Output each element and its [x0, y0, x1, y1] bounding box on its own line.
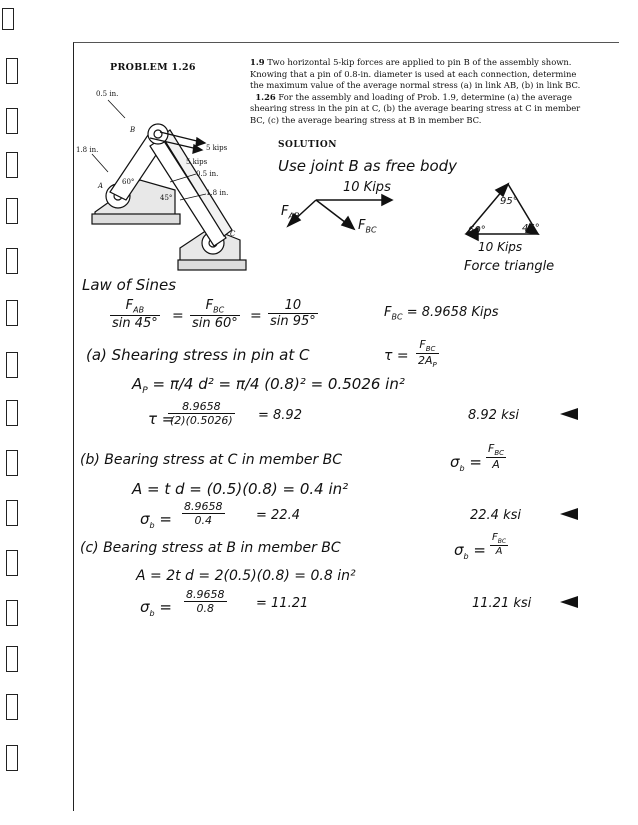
part-a-tau-num-symbol: F	[419, 338, 426, 351]
part-b-sigma-num	[486, 442, 506, 457]
point-c-label: C	[230, 230, 236, 238]
part-b-calc-den: 0.4	[182, 513, 225, 527]
los-den-3: sin 95°	[270, 314, 316, 329]
fab-label	[281, 204, 299, 221]
part-a-tau-den-symbol: 2A	[418, 354, 433, 368]
los-den-1: sin 45°	[112, 315, 158, 331]
part-a-calc-num: 8.9658	[182, 400, 221, 413]
part-c-sigma-num-sub: BC	[497, 538, 507, 545]
part-b-sigma-den: A	[486, 457, 506, 471]
fbc-sub: BC	[365, 225, 377, 235]
part-c-calc-den: 0.8	[184, 601, 227, 615]
part-c-calc-lhs: $\sigma_b$ =	[140, 598, 172, 618]
part-c-sigma-num-symbol: F	[492, 532, 498, 543]
los-num-1-sub: AB	[133, 305, 145, 315]
fab-sub: AB	[288, 211, 300, 221]
dim-18-label: 1.8 in.	[206, 189, 229, 197]
part-b-sigma-sub: b	[459, 464, 465, 473]
part-b-calc-lhs-symbol: σ	[140, 510, 150, 528]
part-b-calc-lhs-sub: b	[149, 521, 155, 530]
dim-top-label: 0.5 in.	[96, 90, 119, 98]
free-body-note: Use joint B as free body	[278, 157, 458, 175]
dim-05-label: 0.5 in.	[196, 170, 219, 178]
dim-left-label: 1.8 in.	[76, 146, 99, 154]
answer-arrow-icon	[560, 508, 578, 520]
part-a-tau-num-sub: BC	[425, 345, 436, 354]
part-c-calc-lhs-symbol: σ	[140, 598, 150, 616]
part-c-sigma-sub: b	[463, 552, 469, 561]
triangle-base-label: 10 Kips	[478, 240, 523, 254]
fbc-result	[384, 305, 499, 322]
equals: =	[250, 308, 262, 324]
los-num-1	[110, 298, 160, 315]
los-num-1-symbol: F	[125, 298, 134, 313]
los-num-2-sub: BC	[213, 305, 225, 315]
part-c-area: A = 2t d = 2(0.5)(0.8) = 0.8 in²	[136, 568, 356, 584]
part-c-sigma-symbol: σ	[454, 541, 464, 559]
triangle-left-angle: 60°	[468, 225, 486, 236]
part-a-area-equation: = π/4 d² = π/4 (0.8)² = 0.5026 in²	[152, 375, 405, 393]
problem-1-26-number: 1.26	[255, 91, 276, 102]
force-1-label: 5 kips	[206, 144, 228, 152]
problem-title: PROBLEM 1.26	[110, 62, 196, 73]
part-b-area: A = t d = (0.5)(0.8) = 0.4 in²	[132, 480, 349, 498]
los-num-3: 10	[284, 298, 302, 313]
part-b-sigma-num-symbol: F	[488, 442, 495, 455]
part-b-calc-result: = 22.4	[256, 508, 300, 523]
problem-1-9-number: 1.9	[250, 57, 265, 67]
part-b-calc-lhs: $\sigma_b$ =	[140, 510, 172, 530]
part-b-calc-num: 8.9658	[184, 500, 223, 513]
los-fraction-1	[110, 298, 160, 331]
problem-1-26-text: For the assembly and loading of Prob. 1.9, determine (a) the average shearing stress in the pin at C, (b) the average bearing stress at C in member BC, (c) the average bearing stress at B in member BC.	[250, 91, 581, 125]
part-a-area-symbol: A	[132, 375, 143, 393]
force-2-label: 5 kips	[186, 158, 208, 166]
part-c-calc-fraction	[184, 588, 227, 615]
point-b-label: B	[130, 126, 136, 134]
part-a-calc-fraction	[168, 400, 235, 427]
part-b-sigma-symbol: σ	[450, 453, 460, 471]
part-c-answer: 11.21 ksi	[472, 596, 532, 611]
part-b-answer: 22.4 ksi	[470, 508, 521, 523]
part-a-answer: 8.92 ksi	[468, 408, 519, 423]
part-a-tau-den	[416, 353, 439, 369]
triangle-top-angle: 95°	[500, 196, 518, 207]
fbc-result-value: = 8.9658 Kips	[406, 305, 499, 320]
part-b-calc-fraction	[182, 500, 225, 527]
fbc-result-symbol: F	[384, 305, 392, 320]
los-den-2: sin 60°	[192, 315, 238, 331]
part-b-heading: (b) Bearing stress at C in member BC	[80, 452, 343, 468]
part-a-calc-result: = 8.92	[258, 408, 302, 423]
part-c-sigma-den: A	[490, 545, 508, 557]
answer-arrow-icon	[560, 596, 578, 608]
part-a-tau-num	[416, 338, 439, 353]
law-of-sines-heading: Law of Sines	[82, 276, 177, 294]
part-a-tau-den-sub: P	[432, 361, 437, 370]
part-b-sigma-fraction	[486, 442, 506, 471]
equals: =	[172, 308, 184, 324]
part-a-heading: (a) Shearing stress in pin at C	[86, 346, 310, 364]
los-fraction-2	[190, 298, 240, 331]
solution-heading: SOLUTION	[278, 140, 337, 150]
part-c-calc-lhs-sub: b	[149, 609, 155, 618]
part-a-area	[132, 375, 405, 396]
los-num-2	[190, 298, 240, 315]
point-a-label: A	[98, 182, 104, 190]
part-c-sigma-num	[490, 532, 508, 545]
part-a-calc-lhs: τ =	[148, 410, 175, 428]
fbc-label	[358, 218, 377, 235]
triangle-caption: Force triangle	[464, 259, 555, 274]
load-label: 10 Kips	[343, 180, 391, 195]
part-c-sigma-lhs: $\sigma_b$ =	[454, 541, 486, 561]
part-c-sigma-fraction	[490, 532, 508, 557]
los-num-2-symbol: F	[205, 298, 214, 313]
angle-45-label: 45°	[160, 194, 173, 202]
part-c-calc-num: 8.9658	[186, 588, 225, 601]
fab-symbol: F	[281, 204, 289, 219]
part-a-area-sub: P	[142, 386, 148, 396]
part-c-calc-result: = 11.21	[256, 596, 309, 611]
part-a-tau-fraction	[416, 338, 439, 369]
answer-arrow-icon	[560, 408, 578, 420]
fbc-result-sub: BC	[391, 312, 403, 322]
triangle-right-angle: 45°	[522, 223, 540, 234]
part-b-sigma-lhs: $\sigma_b$ =	[450, 453, 482, 473]
problem-1-9-text: Two horizontal 5-kip forces are applied to pin B of the assembly shown. Knowing that a pin of 0.8-in. diameter is used at each connection, determine the maximum value of the average normal stress (a) in link AB, (b) in link BC.	[250, 57, 581, 90]
fbc-symbol: F	[358, 218, 366, 233]
part-b-sigma-num-sub: BC	[494, 449, 505, 458]
los-fraction-3	[268, 298, 318, 329]
angle-60-label: 60°	[122, 178, 135, 186]
part-c-heading: (c) Bearing stress at B in member BC	[80, 540, 341, 556]
part-a-calc-den: (2)(0.5026)	[170, 414, 233, 427]
part-a-tau-lhs: τ =	[384, 348, 409, 364]
